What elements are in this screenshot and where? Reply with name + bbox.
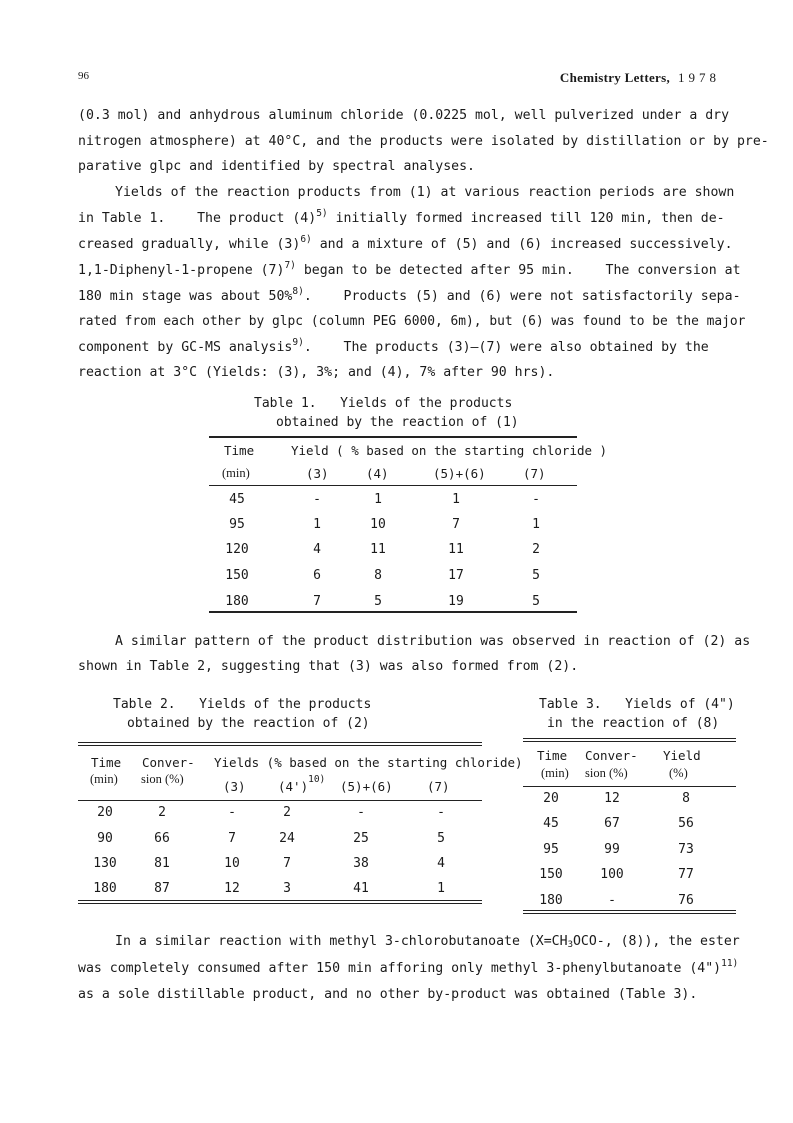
table3-header-yield: Yield: [663, 748, 701, 763]
table3-header-time-unit: (min): [541, 766, 569, 780]
table3-cell-yield: 77: [678, 867, 694, 882]
para3-line-1: [115, 933, 767, 951]
text-span: and a mixture of (5) and (6) increased successively.: [311, 237, 733, 252]
text-span: creased gradually, while (3): [78, 237, 301, 252]
table1-cell-c4: 5: [374, 594, 382, 609]
table1-cell-c4: 10: [370, 517, 386, 532]
body-line-4: Yields of the reaction products from (1) at various reaction periods are shown: [115, 185, 735, 200]
table2-cell-c56: 38: [353, 856, 369, 871]
table3-cell-time: 95: [543, 842, 559, 857]
table2-col-3: (3): [223, 779, 246, 794]
table2-header-time: Time: [91, 755, 122, 770]
table1-col-7: (7): [523, 466, 546, 481]
table3-cell-conv: 67: [604, 816, 620, 831]
table2-header-conv-2: sion (%): [141, 772, 184, 786]
table2-cell-c3: 10: [224, 856, 240, 871]
para2-line-2: shown in Table 2, suggesting that (3) was also formed from (2).: [78, 659, 579, 674]
table2-cell-c7: 4: [437, 856, 445, 871]
para2-line-1: A similar pattern of the product distribution was observed in reaction of (2) as: [115, 634, 751, 649]
table2-cell-time: 90: [97, 831, 113, 846]
table1-cell-c3: 6: [313, 568, 321, 583]
table2-header-conv: Conver-: [142, 755, 195, 770]
table1-col-56: (5)+(6): [433, 466, 486, 481]
table1-col-4: (4): [366, 466, 389, 481]
table2-cell-c4: 2: [283, 805, 291, 820]
table3-header-rule: [523, 786, 736, 787]
table1-caption-1: Table 1. Yields of the products: [254, 396, 513, 411]
table1-cell-c56: 19: [448, 594, 464, 609]
table2-cell-c7: 1: [437, 881, 445, 896]
text-span: initially formed increased till 120 min, then de-: [327, 211, 725, 226]
text-span: 180 min stage was about 50%: [78, 289, 293, 304]
body-line-7: [78, 260, 741, 280]
table1-cell-c56: 7: [452, 517, 460, 532]
table2-cell-c56: 25: [353, 831, 369, 846]
body-line-3: parative glpc and identified by spectral analyses.: [78, 159, 475, 174]
table1-caption-2: obtained by the reaction of (1): [276, 415, 519, 430]
table2-caption-2: obtained by the reaction of (2): [127, 716, 370, 731]
journal-year: 1978: [678, 70, 720, 85]
table2-top-rule-a: [78, 742, 482, 743]
table3-cell-conv: 12: [604, 791, 620, 806]
table2-cell-c56: 41: [353, 881, 369, 896]
ref-sup: 8): [292, 286, 304, 297]
text-span: 1,1-Diphenyl-1-propene (7): [78, 263, 285, 278]
table2-cell-time: 180: [93, 881, 117, 896]
ref-sup: 5): [316, 208, 328, 219]
table1-cell-c7: 1: [532, 517, 540, 532]
table2-cell-conv: 81: [154, 856, 170, 871]
table2-bottom-rule-b: [78, 903, 482, 904]
table1-header-rule: [209, 485, 577, 486]
body-line-11: reaction at 3°C (Yields: (3), 3%; and (4), 7% after 90 hrs).: [78, 365, 555, 380]
table1-cell-c3: -: [313, 492, 321, 507]
table2-col-7: (7): [427, 779, 450, 794]
subscript: 3: [567, 940, 573, 950]
table2-cell-conv: 66: [154, 831, 170, 846]
table2-col-56: (5)+(6): [340, 779, 393, 794]
table1-col-3: (3): [306, 466, 329, 481]
table2-cell-c4: 3: [283, 881, 291, 896]
body-line-2: nitrogen atmosphere) at 40°C, and the products were isolated by distillation or by pre-: [78, 134, 769, 149]
table3-cell-time: 20: [543, 791, 559, 806]
table2-cell-conv: 87: [154, 881, 170, 896]
table2-cell-c56: -: [357, 805, 365, 820]
text-span: . The products (3)—(7) were also obtained by the: [303, 340, 709, 355]
table1-cell-time: 180: [225, 594, 249, 609]
table1-cell-c4: 11: [370, 542, 386, 557]
text-span: component by GC-MS analysis: [78, 340, 293, 355]
body-line-6: [78, 234, 733, 254]
table3-top-rule-a: [523, 738, 736, 739]
table1-cell-c7: -: [532, 492, 540, 507]
table3-cell-yield: 8: [682, 791, 690, 806]
para3-line-2: [78, 958, 739, 978]
table2-top-rule-b: [78, 745, 482, 746]
table1-header-yield: Yield ( % based on the starting chloride ): [291, 443, 608, 458]
para3-line-3: as a sole distillable product, and no other by-product was obtained (Table 3).: [78, 987, 698, 1002]
table2-cell-time: 130: [93, 856, 117, 871]
ref-sup: 10): [308, 774, 326, 785]
table1-cell-c7: 5: [532, 594, 540, 609]
table3-cell-conv: 100: [600, 867, 624, 882]
table3-header-conv: Conver-: [585, 748, 638, 763]
body-line-8: [78, 286, 741, 306]
table3-cell-yield: 73: [678, 842, 694, 857]
text-span: began to be detected after 95 min. The conversion at: [295, 263, 741, 278]
table3-header-yield-2: (%): [669, 766, 688, 780]
journal-title: Chemistry Letters,: [559, 70, 670, 85]
table2-header-time-unit: (min): [90, 772, 118, 786]
table1-cell-c3: 1: [313, 517, 321, 532]
table3-cell-yield: 76: [678, 893, 694, 908]
ref-sup: 6): [300, 234, 312, 245]
body-line-9: rated from each other by glpc (column PEG 6000, 6m), but (6) was found to be the major: [78, 314, 746, 329]
table1-cell-time: 95: [229, 517, 245, 532]
table1-header-time-unit: (min): [222, 466, 250, 480]
text-span: (4'): [278, 779, 309, 794]
table3-caption-2: in the reaction of (8): [547, 716, 720, 731]
table1-cell-time: 45: [229, 492, 245, 507]
table3-header-time: Time: [537, 748, 568, 763]
table3-cell-conv: 99: [604, 842, 620, 857]
text-span: OCO-, (8)), the ester: [572, 934, 740, 949]
table1-cell-c7: 2: [532, 542, 540, 557]
table3-cell-yield: 56: [678, 816, 694, 831]
table2-cell-c4: 7: [283, 856, 291, 871]
table2-cell-c7: 5: [437, 831, 445, 846]
table1-cell-c3: 7: [313, 594, 321, 609]
table2-cell-c3: 12: [224, 881, 240, 896]
table1-cell-c56: 11: [448, 542, 464, 557]
table1-cell-time: 120: [225, 542, 249, 557]
table1-cell-c7: 5: [532, 568, 540, 583]
table1-cell-c56: 1: [452, 492, 460, 507]
table1-cell-c3: 4: [313, 542, 321, 557]
table1-top-rule: [209, 436, 577, 438]
table2-cell-c3: 7: [228, 831, 236, 846]
table1-cell-time: 150: [225, 568, 249, 583]
table2-header-rule: [78, 800, 482, 801]
table3-bottom-rule-a: [523, 910, 736, 911]
table2-cell-c3: -: [228, 805, 236, 820]
table2-cell-time: 20: [97, 805, 113, 820]
page-number: 96: [78, 70, 89, 82]
table3-top-rule-b: [523, 741, 736, 742]
body-line-1: (0.3 mol) and anhydrous aluminum chloride (0.0225 mol, well pulverized under a dry: [78, 108, 730, 123]
table3-bottom-rule-b: [523, 913, 736, 914]
table2-cell-c4: 24: [279, 831, 295, 846]
table1-bottom-rule: [209, 611, 577, 613]
table2-cell-c7: -: [437, 805, 445, 820]
text-span: In a similar reaction with methyl 3-chlorobutanoate (X=CH: [115, 934, 568, 949]
table1-cell-c56: 17: [448, 568, 464, 583]
journal-name: [560, 70, 720, 86]
ref-sup: 7): [284, 260, 296, 271]
table3-cell-time: 150: [539, 867, 563, 882]
table2-cell-conv: 2: [158, 805, 166, 820]
body-line-5: [78, 210, 730, 228]
table1-cell-c4: 1: [374, 492, 382, 507]
table3-cell-time: 45: [543, 816, 559, 831]
table3-cell-conv: -: [608, 893, 616, 908]
table1-cell-c4: 8: [374, 568, 382, 583]
text-span: in Table 1. The product (4): [78, 211, 317, 226]
table1-header-time: Time: [224, 443, 255, 458]
text-span: was completely consumed after 150 min afforing only methyl 3-phenylbutanoate (4"): [78, 961, 722, 976]
ref-sup: 9): [292, 337, 304, 348]
text-span: . Products (5) and (6) were not satisfactorily sepa-: [303, 289, 741, 304]
page-header: [78, 70, 720, 88]
table2-caption-1: Table 2. Yields of the products: [113, 697, 372, 712]
table3-cell-time: 180: [539, 893, 563, 908]
table3-header-conv-2: sion (%): [585, 766, 628, 780]
table2-col-4: [278, 774, 326, 794]
body-line-10: [78, 339, 730, 357]
table2-header-yield: Yields (% based on the starting chloride): [214, 755, 523, 770]
table2-bottom-rule-a: [78, 900, 482, 901]
ref-sup: 11): [721, 958, 739, 969]
table3-caption-1: Table 3. Yields of (4"): [539, 697, 735, 712]
